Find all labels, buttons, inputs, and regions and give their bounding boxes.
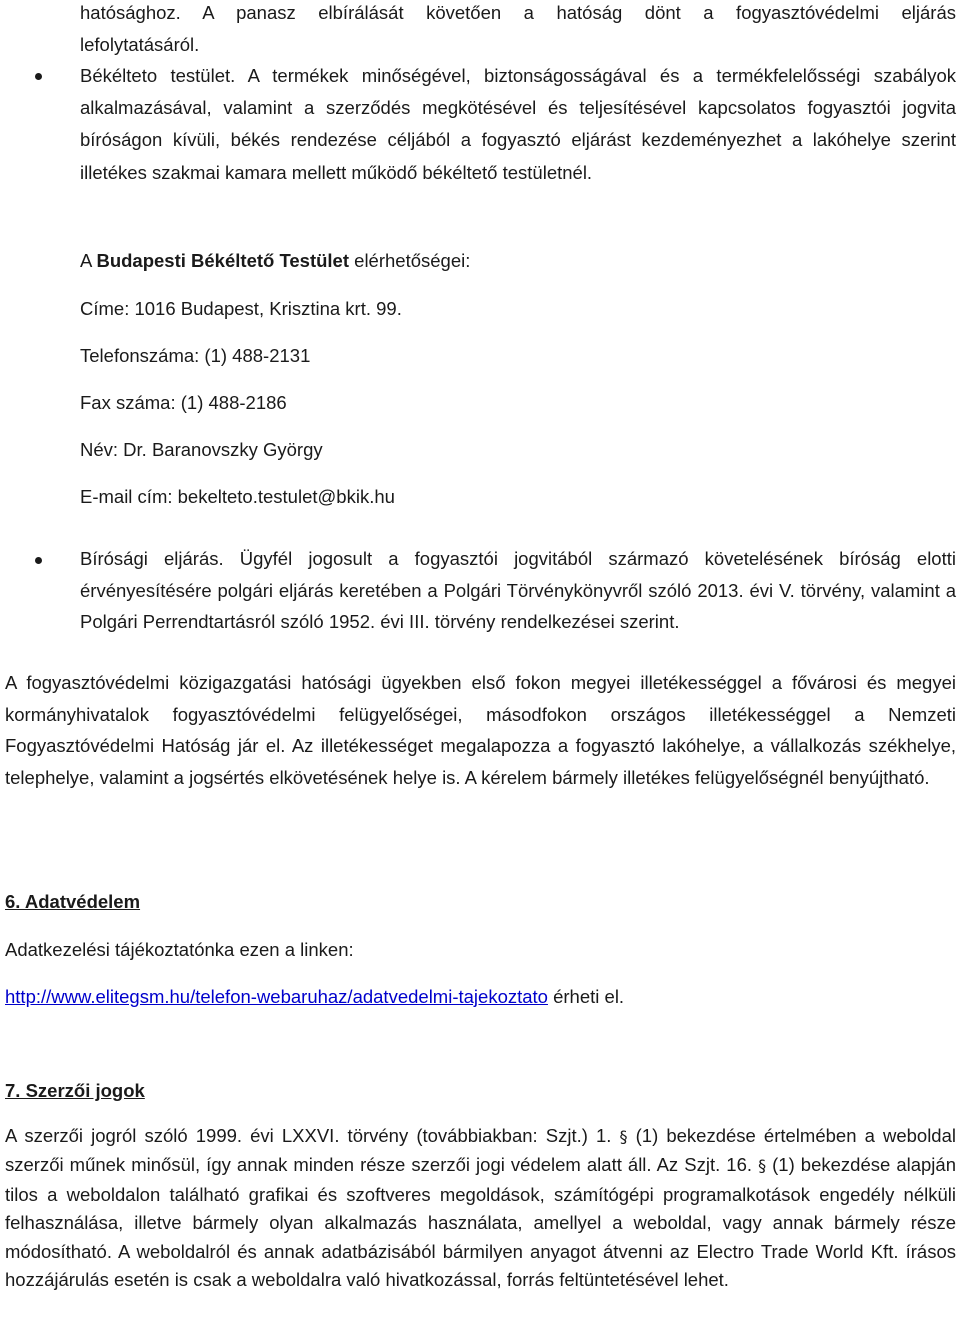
intro-prefix: A [80,250,97,271]
contact-name: Név: Dr. Baranovszky György [80,439,323,460]
bekelteto-paragraph [80,60,956,189]
text-segment: A szerzői jogról szóló 1999. évi LXXVI. törvény (továbbiakban: Szjt.) 1. [5,1125,620,1146]
budapest-intro [80,250,956,272]
budapest-name: Budapesti Békéltető Testület [96,250,350,271]
section-heading-szerzoi-jogok: 7. Szerzői jogok [5,1080,145,1101]
adatvedelem-link-line [5,986,956,1008]
bullet-icon [35,557,42,564]
section-sign-icon: § [619,1127,628,1146]
section-sign-icon: § [758,1156,767,1176]
birosagi-text: Ügyfél jogosult a fogyasztói jogvitából származó követelésének bíróság elotti érvényesítésére polgári eljárás keretében a Polgári Törvénykönyvről szóló 2013. évi V. törvény, valamint a Polgári Perrendtartásról szóló 1952. évi III. törvény rendelkezései szerint. [80,548,956,632]
contact-email: E-mail cím: bekelteto.testulet@bkik.hu [80,486,395,507]
szerzoi-jogok-paragraph [5,1122,956,1294]
bekelteto-text: A termékek minőségével, biztonságosságával és a termékfelelősségi szabályok alkalmazásával, valamint a szerződés megkötésével és teljesítésével kapcsolatos fogyasztói jogvita bíróságon kívüli, békés rendezése céljából a fogyasztó eljárást kezdeményezhet a lakóhelye szerint illetékes szakmai kamara mellett működő békéltető testületnél. [80,65,957,183]
link-suffix: érheti el. [547,986,625,1007]
birosagi-title: Bírósági eljárás. [80,548,224,569]
privacy-policy-link[interactable]: http://www.elitegsm.hu/telefon-webaruhaz/adatvedelmi-tajekoztato [5,986,548,1007]
contact-fax: Fax száma: (1) 488-2186 [80,392,287,413]
adatvedelem-intro: Adatkezelési tájékoztatónka ezen a linken: [5,939,354,960]
intro-suffix: elérhetőségei: [349,250,471,271]
bullet-icon [35,73,42,80]
text-segment: (1) bekezdése értelmében a weboldal szerzői műnek minősül, így annak minden része szerzői jogi védelem alatt áll. Az Szjt. 16. [5,1125,956,1176]
contact-phone: Telefonszáma: (1) 488-2131 [80,345,311,366]
hatosagi-paragraph: A fogyasztóvédelmi közigazgatási hatósági ügyekben első fokon megyei illetékességgel a fővárosi és megyei kormányhivatalok fogyasztóvédelmi felügyelőségei, másodfokon országos illetékességgel a Nemzeti Fogyasztóvédelmi Hatóság jár el. Az illetékességet megalapozza a fogyasztó lakóhelye, a vállalkozás székhelye, telephelye, valamint a jogsértés elkövetésének helye is. A kérelem bármely illetékes felügyelőségnél benyújtható. [5,672,956,788]
paragraph-line: lefolytatásáról. [80,34,200,55]
paragraph-line: hatósághoz. A panasz elbírálását követően a hatóság dönt a fogyasztóvédelmi eljárás [80,2,956,23]
bekelteto-title: Békélteto testület. [80,65,236,86]
section-heading-adatvedelem: 6. Adatvédelem [5,891,141,912]
text-segment: (1) bekezdése alapján tilos a weboldalon található grafikai és szoftveres megoldások, számítógépi programalkotások engedély nélküli felhasználása, illetve bármely olyan alkalmazás használata, amellyel a weboldal, vagy annak bármely része módosítható. A weboldalról és annak adatbázisából bármilyen anyagot átvenni az Electro Trade World Kft. írásos hozzájárulás esetén is csak a weboldalra való hivatkozással, forrás feltüntetésével lehet. [5,1154,956,1291]
contact-address: Címe: 1016 Budapest, Krisztina krt. 99. [80,298,402,319]
birosagi-paragraph [80,543,956,638]
